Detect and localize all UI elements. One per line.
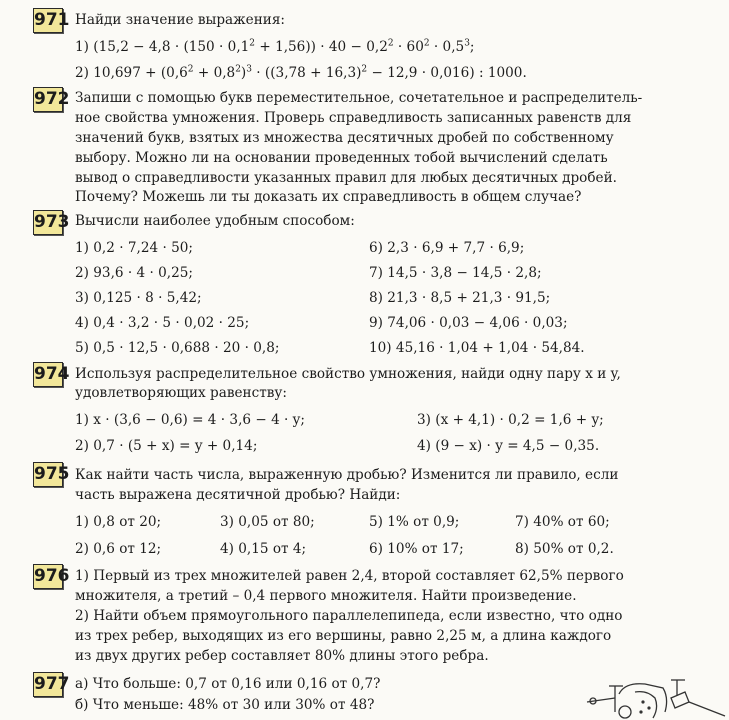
exponent: 2 <box>361 64 368 75</box>
problem-975-line: часть выражена десятичной дробью? Найди: <box>75 487 401 503</box>
problem-973-item: 2) 93,6 · 4 · 0,25; <box>75 265 193 281</box>
problem-975-item: 5) 1% от 0,9; <box>369 514 460 530</box>
expr-part: · 0,5 <box>429 39 465 55</box>
problem-976-line: 2) Найти объем прямоугольного параллелепипеда, если известно, что одно <box>75 608 623 624</box>
exponent: 3 <box>246 64 252 75</box>
problem-975-item: 2) 0,6 от 12; <box>75 541 162 557</box>
problem-973-item: 9) 74,06 · 0,03 − 4,06 · 0,03; <box>369 315 568 331</box>
problem-974-line: Используя распределительное свойство умножения, найди одну пару x и y, <box>75 366 621 382</box>
problem-975-item: 6) 10% от 17; <box>369 541 464 557</box>
problem-973-item: 6) 2,3 · 6,9 + 7,7 · 6,9; <box>369 240 525 256</box>
expr-part: ) <box>240 65 247 81</box>
problem-971-task: Найди значение выражения: <box>75 12 285 28</box>
problem-971-expression-1 <box>75 39 475 55</box>
problem-976-line: из трех ребер, выходящих из его вершины, равно 2,25 м, а длина каждого <box>75 628 612 644</box>
exponent: 2 <box>387 38 394 49</box>
problem-975-item: 7) 40% от 60; <box>515 514 610 530</box>
problem-number-974: 974 <box>33 362 63 387</box>
exponent: 2 <box>249 38 256 49</box>
problem-973-item: 8) 21,3 · 8,5 + 21,3 · 91,5; <box>369 290 551 306</box>
problem-975-item: 3) 0,05 от 80; <box>220 514 315 530</box>
problem-972-line: вывод о справедливости указанных правил для любых десятичных дробей. <box>75 170 617 186</box>
problem-973-item: 7) 14,5 · 3,8 − 14,5 · 2,8; <box>369 265 542 281</box>
problem-971-expression-2 <box>75 65 527 81</box>
expr-part: − 12,9 · 0,016) : 1000. <box>367 65 527 81</box>
problem-974-equation: 1) x · (3,6 − 0,6) = 4 · 3,6 − 4 · y; <box>75 412 305 428</box>
problem-973-item: 3) 0,125 · 8 · 5,42; <box>75 290 202 306</box>
expr-part: · ((3,78 + 16,3) <box>251 65 362 81</box>
problem-976-line: 1) Первый из трех множителей равен 2,4, второй составляет 62,5% первого <box>75 568 624 584</box>
expr-part: + 0,8 <box>193 65 236 81</box>
problem-973-item: 10) 45,16 · 1,04 + 1,04 · 54,84. <box>369 340 585 356</box>
problem-972-line: ное свойства умножения. Проверь справедливость записанных равенств для <box>75 110 632 126</box>
machine-illustration-icon <box>585 672 729 720</box>
problem-977-line: а) Что больше: 0,7 от 0,16 или 0,16 от 0,7? <box>75 676 381 692</box>
problem-973-item: 5) 0,5 · 12,5 · 0,688 · 20 · 0,8; <box>75 340 280 356</box>
problem-974-equation: 2) 0,7 · (5 + x) = y + 0,14; <box>75 438 258 454</box>
expr-part: + 1,56)) · 40 − 0,2 <box>255 39 388 55</box>
problem-972-line: Запиши с помощью букв переместительное, сочетательное и распределитель- <box>75 90 643 106</box>
problem-974-equation: 4) (9 − x) · y = 4,5 − 0,35. <box>417 438 600 454</box>
problem-number-976: 976 <box>33 564 63 589</box>
exponent: 2 <box>235 64 241 75</box>
exponent: 2 <box>423 38 430 49</box>
problem-972-line: Почему? Можешь ли ты доказать их справедливость в общем случае? <box>75 189 582 205</box>
problem-number-971: 971 <box>33 8 63 33</box>
problem-975-line: Как найти часть числа, выраженную дробью? Изменится ли правило, если <box>75 467 619 483</box>
expr-part: ; <box>469 39 475 55</box>
problem-975-item: 4) 0,15 от 4; <box>220 541 307 557</box>
problem-973-task: Вычисли наиболее удобным способом: <box>75 213 355 229</box>
problem-976-line: из двух других ребер составляет 80% длины этого ребра. <box>75 648 489 664</box>
problem-975-item: 1) 0,8 от 20; <box>75 514 162 530</box>
problem-number-972: 972 <box>33 87 63 112</box>
expr-part: · 60 <box>393 39 424 55</box>
problem-975-item: 8) 50% от 0,2. <box>515 541 614 557</box>
problem-973-item: 1) 0,2 · 7,24 · 50; <box>75 240 193 256</box>
problem-974-line: удовлетворяющих равенству: <box>75 385 287 401</box>
problem-number-973: 973 <box>33 210 63 235</box>
problem-972-line: значений букв, взятых из множества десятичных дробей по собственному <box>75 130 614 146</box>
expr-part: 2) 10,697 + (0,6 <box>75 65 188 81</box>
problem-974-equation: 3) (x + 4,1) · 0,2 = 1,6 + y; <box>417 412 604 428</box>
exponent: 2 <box>187 64 194 75</box>
problem-number-975: 975 <box>33 462 63 487</box>
expr-part: 1) (15,2 − 4,8 · (150 · 0,1 <box>75 39 250 55</box>
problem-973-item: 4) 0,4 · 3,2 · 5 · 0,02 · 25; <box>75 315 250 331</box>
problem-977-line: б) Что меньше: 48% от 30 или 30% от 48? <box>75 697 375 713</box>
problem-number-977: 977 <box>33 672 63 697</box>
problem-972-line: выбору. Можно ли на основании проведенных тобой вычислений сделать <box>75 150 608 166</box>
exponent: 3 <box>464 38 470 49</box>
problem-976-line: множителя, а третий – 0,4 первого множителя. Найти произведение. <box>75 588 577 604</box>
